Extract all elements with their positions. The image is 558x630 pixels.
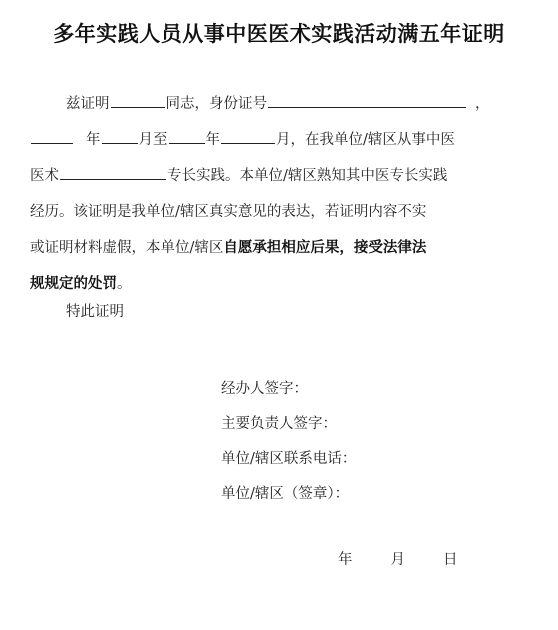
seal-line: 单位/辖区（签章）： — [221, 486, 350, 502]
text-segment: 或证明材料虚假，本单位/辖区 — [30, 240, 224, 256]
body-line-1 — [30, 86, 540, 122]
specialty-blank[interactable] — [60, 163, 166, 180]
date-month: 月 — [390, 552, 405, 568]
date-day: 日 — [443, 552, 458, 568]
text-segment: 经历。该证明是我单位/辖区真实意见的表达，若证明内容不实 — [30, 204, 427, 220]
start-month-blank[interactable] — [102, 127, 138, 144]
body-line-6 — [30, 266, 540, 302]
document-title: 多年实践人员从事中医医术实践活动满五年证明 — [53, 22, 505, 46]
text-segment: 兹证明 — [66, 96, 110, 112]
body-line-3 — [30, 158, 540, 194]
bold-text-segment: 规规定的处罚 — [30, 275, 117, 292]
leader-signature-line: 主要负责人签字： — [221, 416, 337, 432]
signature-block — [221, 372, 356, 512]
text-segment: 年 — [205, 132, 220, 148]
text-segment: 年 — [86, 132, 101, 148]
date-year: 年 — [338, 552, 353, 568]
body-line-2 — [30, 122, 540, 158]
contact-phone-line: 单位/辖区联系电话： — [221, 451, 357, 467]
text-segment: 医术 — [30, 168, 59, 184]
date-line — [338, 548, 458, 569]
end-month-blank[interactable] — [221, 127, 275, 144]
body-line-4 — [30, 194, 540, 230]
certificate-body — [30, 86, 540, 302]
text-segment: 同志，身份证号 — [165, 96, 267, 112]
start-year-blank[interactable] — [31, 127, 73, 144]
text-segment: 月，在我单位/辖区从事中医 — [276, 132, 455, 148]
text-segment: 月至 — [138, 132, 168, 148]
body-line-5 — [30, 230, 540, 266]
end-year-blank[interactable] — [169, 127, 205, 144]
text-segment: 专长实践。本单位/辖区熟知其中医专长实践 — [167, 168, 448, 184]
closing-statement: 特此证明 — [66, 304, 124, 320]
id-number-blank[interactable] — [268, 91, 466, 108]
text-segment: 。 — [117, 276, 132, 292]
bold-text-segment: 自愿承担相应后果，接受法律法 — [223, 239, 427, 256]
text-segment: ， — [475, 96, 490, 112]
handler-signature-line: 经办人签字： — [221, 381, 308, 397]
name-blank[interactable] — [111, 91, 165, 108]
